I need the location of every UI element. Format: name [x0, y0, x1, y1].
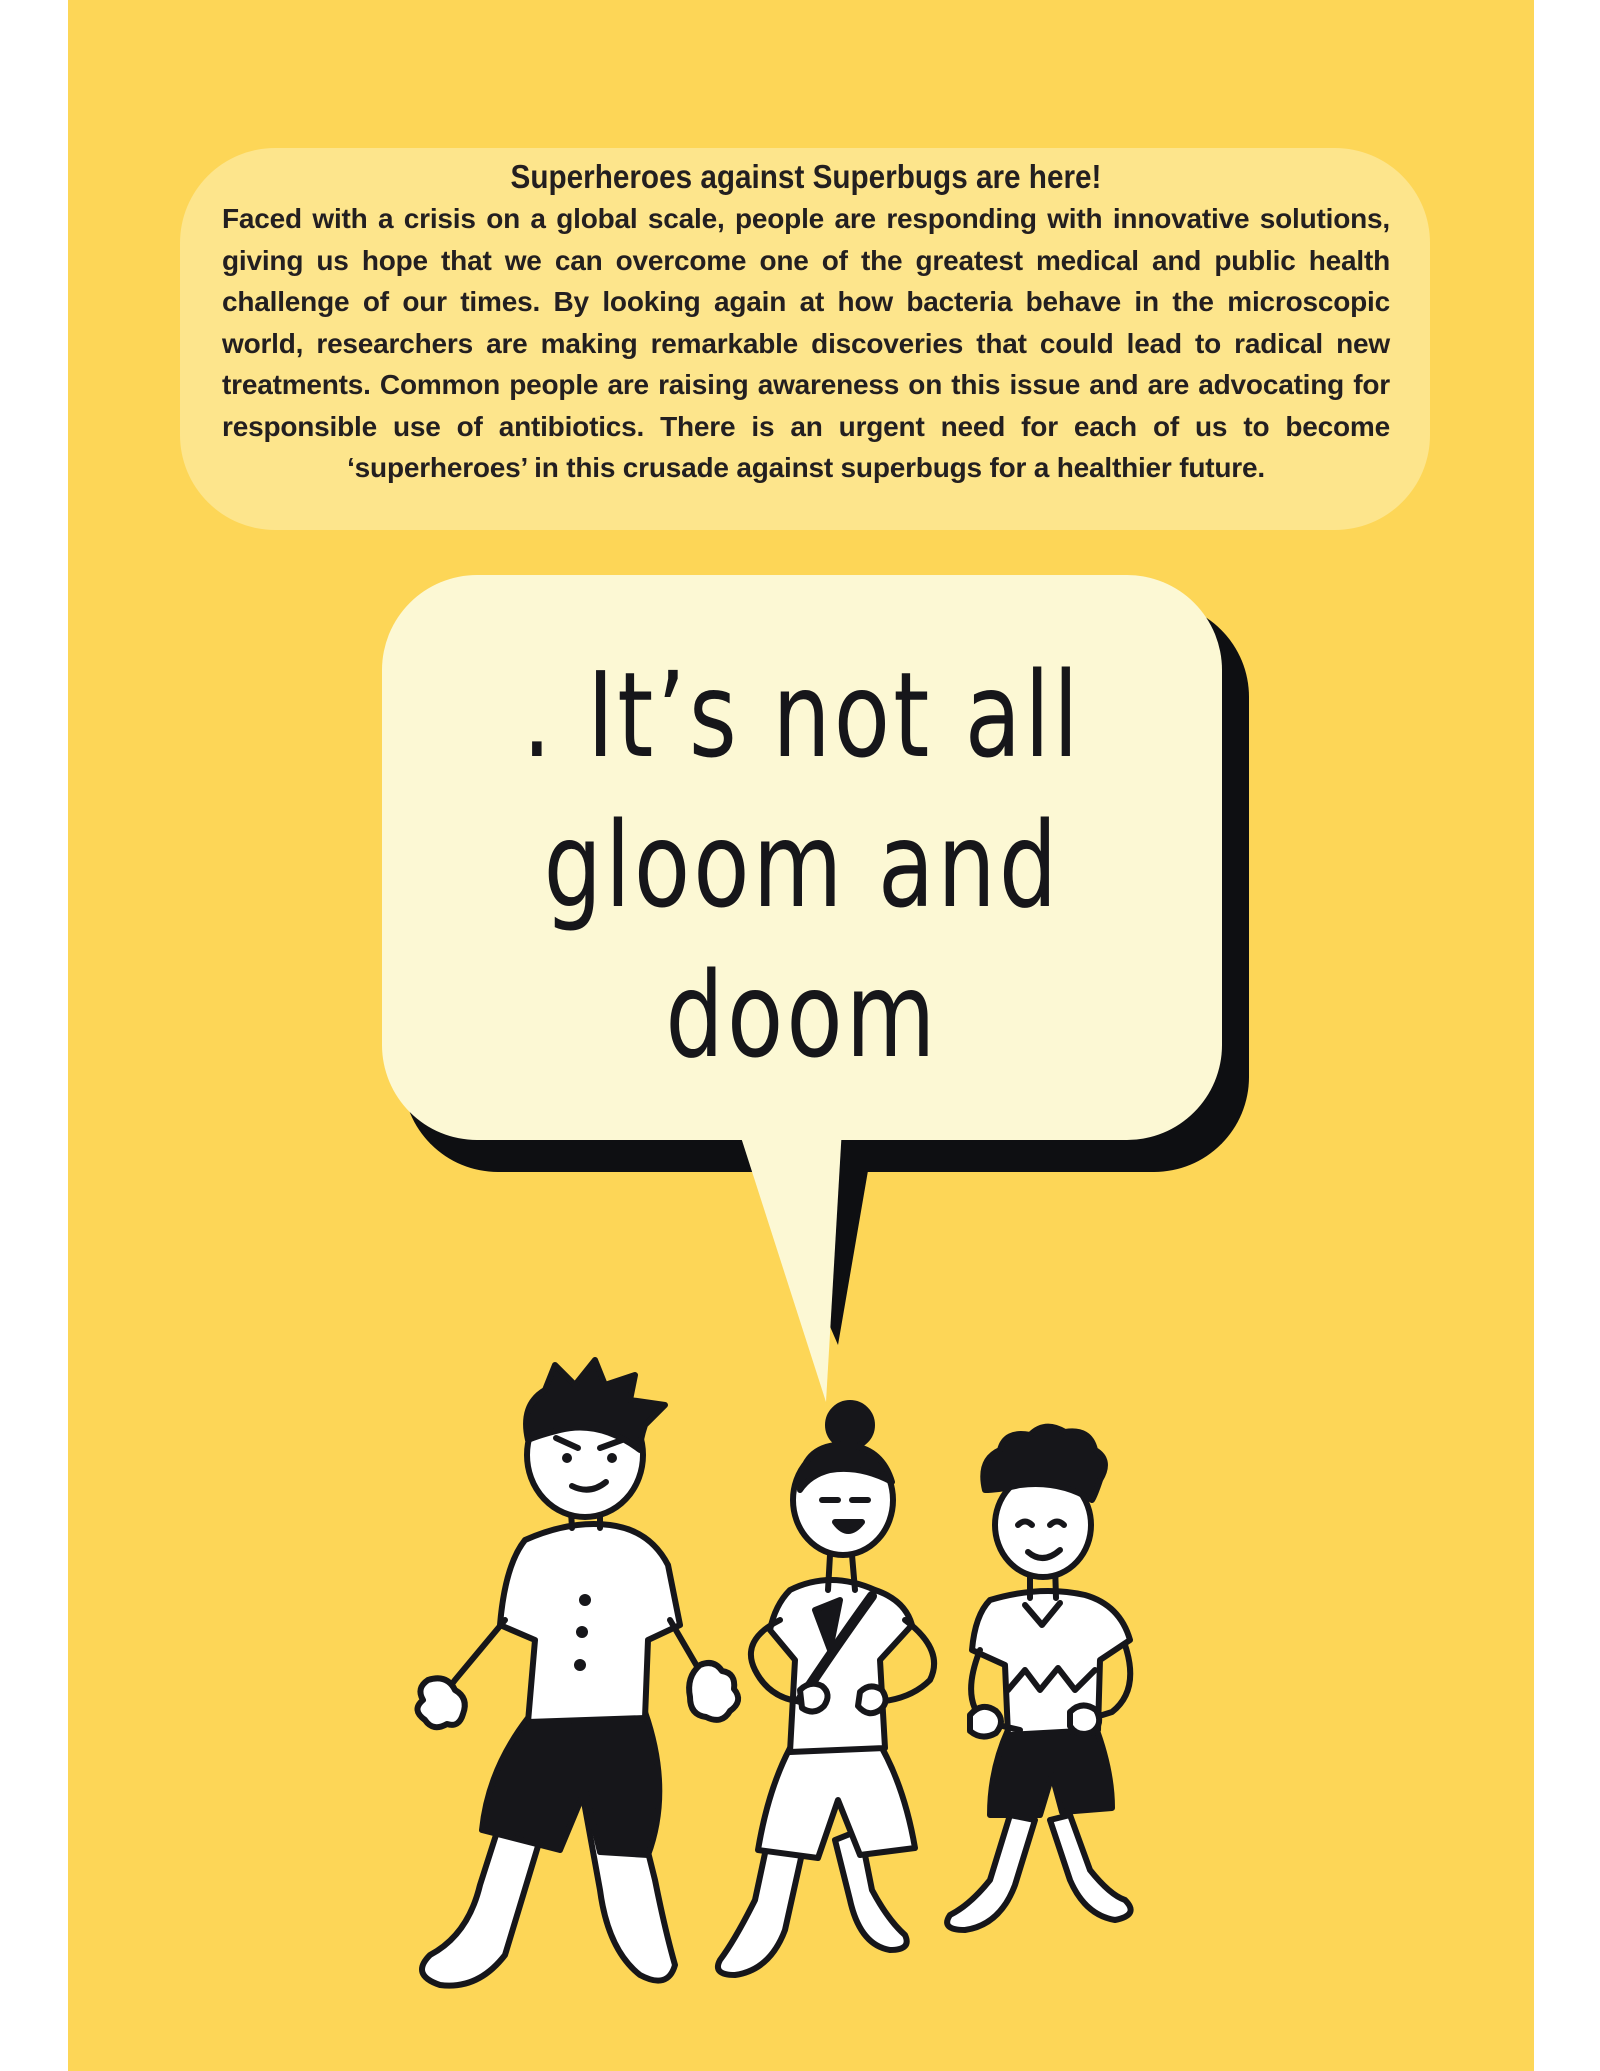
character-right-boy — [947, 1427, 1130, 1930]
intro-body: Faced with a crisis on a global scale, people are responding with innovative solutions, giving us hope that we can overcome one of the greatest medical and public health challenge of our times. By looking again at how bacteria behave in the microscopic world, researchers are making remarkable discoveries that could lead to radical new treatments. Common people are raising awareness on this issue and are advocating for responsible use of antibiotics. There is an urgent need for each of us to become ‘superheroes’ in this crusade against superbugs for a healthier future. — [222, 203, 1390, 483]
left-boy-button-3 — [574, 1659, 586, 1671]
left-boy-button-2 — [576, 1626, 588, 1638]
left-boy-eye-right — [607, 1453, 617, 1463]
speech-line-1: . It’s not all — [522, 646, 1082, 784]
right-boy-eye-left — [1018, 1522, 1032, 1526]
left-boy-shorts — [482, 1712, 659, 1855]
girl-hair-bun — [828, 1403, 872, 1447]
intro-title: Superheroes against Superbugs are here! — [510, 158, 1102, 195]
girl-hand-right — [858, 1686, 886, 1713]
left-boy-eye-left — [562, 1453, 572, 1463]
right-boy-leg-left — [947, 1815, 1035, 1930]
right-boy-shorts — [990, 1725, 1112, 1815]
character-middle-girl — [718, 1403, 934, 1975]
girl-mouth — [835, 1522, 862, 1531]
speech-line-3: doom — [665, 946, 939, 1084]
right-boy-eye-right — [1050, 1522, 1064, 1526]
right-boy-fist-right — [1070, 1705, 1099, 1734]
left-boy-button-1 — [579, 1594, 591, 1606]
left-boy-fist-right — [689, 1663, 738, 1720]
left-boy-fist-left — [417, 1678, 464, 1727]
girl-hand-left — [800, 1684, 828, 1712]
left-boy-shirt — [500, 1524, 680, 1722]
speech-line-2: gloom and — [543, 796, 1061, 934]
character-left-boy — [417, 1360, 738, 1986]
right-boy-fist-left — [970, 1707, 1001, 1737]
right-boy-leg-right — [1050, 1815, 1131, 1920]
